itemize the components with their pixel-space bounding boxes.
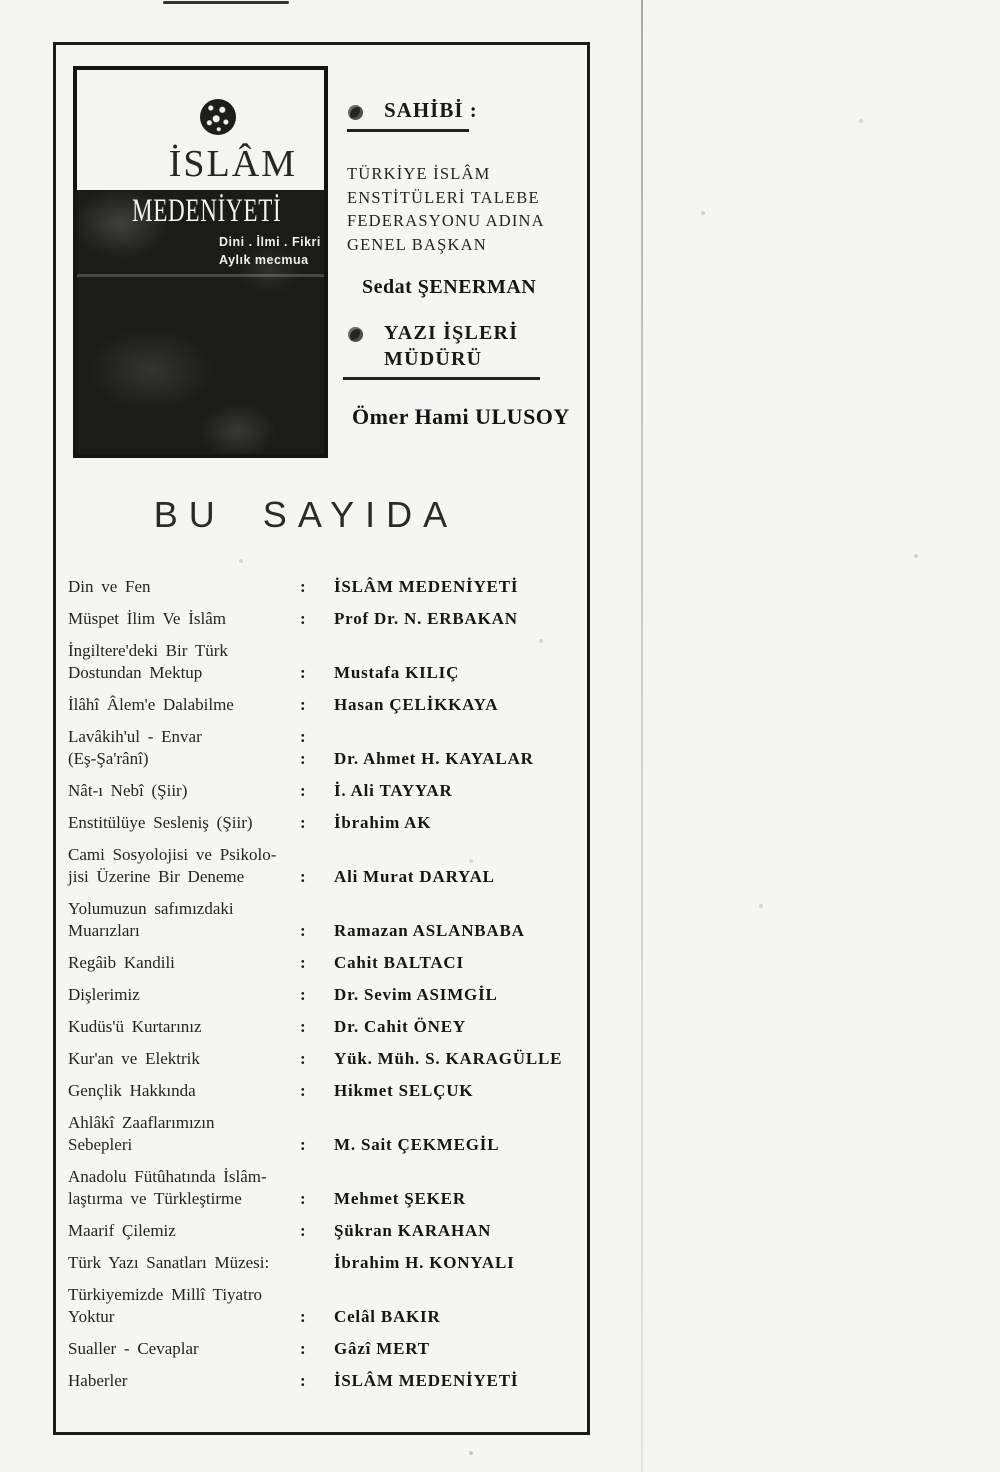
toc-entry: [68, 952, 573, 974]
owner-heading-rule: [347, 129, 469, 132]
owner-name: Sedat ŞENERMAN: [362, 276, 537, 298]
toc-entry-author: Gâzî MERT: [334, 1339, 430, 1358]
toc-entry-author: İbrahim H. KONYALI: [334, 1253, 515, 1272]
toc-entry: [68, 812, 573, 834]
toc-entry-author: Cahit BALTACI: [334, 953, 464, 972]
toc-entry-colon: :: [300, 727, 306, 746]
cover-subtitle-line2: Aylık mecmua: [219, 253, 309, 267]
owner-org-line: ENSTİTÜLERİ TALEBE: [347, 187, 540, 207]
toc-entry-author: Hasan ÇELİKKAYA: [334, 695, 499, 714]
toc-entry: [68, 576, 573, 598]
owner-org-line: TÜRKİYE İSLÂM: [347, 164, 491, 183]
toc-entry-title: Gençlik Hakkında: [68, 1081, 196, 1100]
toc-entry-title: Kur'an ve Elektrik: [68, 1049, 200, 1068]
toc-entry: [68, 1112, 573, 1156]
toc-entry-colon: :: [300, 1189, 306, 1208]
toc-entry-author: Mustafa KILIÇ: [334, 663, 460, 682]
toc-entry-title: jisi Üzerine Bir Deneme: [68, 867, 245, 886]
toc-entry-colon: :: [300, 1339, 306, 1358]
toc-entry-colon: :: [300, 1221, 306, 1240]
toc-entry-author: İSLÂM MEDENİYETİ: [334, 1371, 519, 1390]
toc-entry-colon: :: [300, 813, 306, 832]
toc-entry-title: Haberler: [68, 1371, 128, 1390]
toc-entry-colon: :: [300, 663, 306, 682]
toc-entry-title: Din ve Fen: [68, 577, 151, 596]
toc-entry-title: İlâhî Âlem'e Dalabilme: [68, 695, 234, 714]
toc-entry-author: Dr. Cahit ÖNEY: [334, 1017, 466, 1036]
scan-artifact-streak: [163, 1, 289, 4]
toc-entry-author: Şükran KARAHAN: [334, 1221, 492, 1240]
contents-list: [68, 576, 573, 1402]
toc-entry-title: Maarif Çilemiz: [68, 1221, 176, 1240]
toc-entry-colon: :: [300, 953, 306, 972]
toc-entry-author: İbrahim AK: [334, 813, 432, 832]
rosette-seal-icon: [200, 99, 236, 135]
toc-entry: [68, 1370, 573, 1392]
toc-entry-title: (Eş-Şa'rânî): [68, 749, 149, 768]
toc-entry: [68, 640, 573, 684]
toc-entry-colon: :: [300, 749, 306, 768]
toc-entry-colon: :: [300, 695, 306, 714]
toc-entry: [68, 1338, 573, 1360]
toc-entry-title: Türk Yazı Sanatları Müzesi:: [68, 1253, 270, 1272]
owner-organization: [347, 162, 545, 256]
toc-entry-title: Müspet İlim Ve İslâm: [68, 609, 226, 628]
toc-entry-author: Prof Dr. N. ERBAKAN: [334, 609, 518, 628]
magazine-cover-thumbnail: [73, 66, 328, 458]
toc-entry: [68, 1284, 573, 1328]
toc-entry-colon: :: [300, 1371, 306, 1390]
toc-entry-colon: :: [300, 921, 306, 940]
toc-entry-title: Muarızları: [68, 921, 140, 940]
cover-scan-streak: [77, 274, 324, 277]
toc-entry: [68, 844, 573, 888]
toc-entry-author: İ. Ali TAYYAR: [334, 781, 453, 800]
owner-bullet-icon: [348, 105, 363, 120]
toc-entry-colon: :: [300, 985, 306, 1004]
toc-entry-title: Kudüs'ü Kurtarınız: [68, 1017, 202, 1036]
toc-entry-title: Enstitülüye Sesleniş (Şiir): [68, 813, 253, 832]
editor-heading-rule: [343, 377, 540, 380]
editor-name: Ömer Hami ULUSOY: [352, 404, 570, 429]
toc-entry: [68, 1220, 573, 1242]
toc-entry-title: Dişlerimiz: [68, 985, 140, 1004]
toc-entry-colon: :: [300, 1049, 306, 1068]
cover-title-line2: MEDENİYETİ: [132, 193, 282, 229]
editor-heading-line2: MÜDÜRÜ: [384, 348, 483, 370]
toc-entry-title: Türkiyemizde Millî Tiyatro: [68, 1285, 262, 1304]
toc-entry-title: Yoktur: [68, 1307, 115, 1326]
toc-entry-author: Ramazan ASLANBABA: [334, 921, 525, 940]
toc-entry: [68, 726, 573, 770]
toc-entry-author: Dr. Ahmet H. KAYALAR: [334, 749, 534, 768]
toc-entry-title: İngiltere'deki Bir Türk: [68, 641, 228, 660]
toc-entry: [68, 608, 573, 630]
toc-entry: [68, 1252, 573, 1274]
toc-entry-author: Ali Murat DARYAL: [334, 867, 495, 886]
toc-entry-title: Dostundan Mektup: [68, 663, 203, 682]
toc-entry-title: Sualler - Cevaplar: [68, 1339, 199, 1358]
page-fold-line: [641, 0, 643, 1472]
toc-entry-title: Regâib Kandili: [68, 953, 175, 972]
toc-entry-author: Mehmet ŞEKER: [334, 1189, 466, 1208]
toc-entry: [68, 1080, 573, 1102]
toc-entry-author: Yük. Müh. S. KARAGÜLLE: [334, 1049, 563, 1068]
toc-entry-colon: :: [300, 781, 306, 800]
toc-entry: [68, 780, 573, 802]
editor-heading-line1: YAZI İŞLERİ: [384, 322, 519, 344]
cover-subtitle-line1: Dini . İlmi . Fikri: [219, 235, 321, 249]
toc-entry-author: Hikmet SELÇUK: [334, 1081, 474, 1100]
toc-entry: [68, 1016, 573, 1038]
toc-entry-author: Celâl BAKIR: [334, 1307, 441, 1326]
editor-bullet-icon: [348, 327, 363, 342]
owner-org-line: FEDERASYONU ADINA: [347, 211, 545, 230]
contents-section-heading: BU SAYIDA: [153, 494, 459, 535]
paper-speck-noise: [0, 0, 2, 2]
toc-entry: [68, 898, 573, 942]
toc-entry-author: Dr. Sevim ASIMGİL: [334, 985, 498, 1004]
owner-org-line: GENEL BAŞKAN: [347, 234, 487, 254]
toc-entry-title: laştırma ve Türkleştirme: [68, 1189, 242, 1208]
toc-entry: [68, 694, 573, 716]
toc-entry: [68, 1166, 573, 1210]
toc-entry-title: Anadolu Fütûhatında İslâm-: [68, 1167, 267, 1186]
toc-entry-author: M. Sait ÇEKMEGİL: [334, 1135, 500, 1154]
toc-entry-colon: :: [300, 577, 306, 596]
toc-entry-title: Sebepleri: [68, 1135, 133, 1154]
toc-entry: [68, 984, 573, 1006]
toc-entry: [68, 1048, 573, 1070]
toc-entry-colon: :: [300, 867, 306, 886]
toc-entry-author: İSLÂM MEDENİYETİ: [334, 577, 519, 596]
toc-entry-colon: :: [300, 1135, 306, 1154]
cover-title-line1: İSLÂM: [168, 143, 297, 185]
toc-entry-colon: :: [300, 609, 306, 628]
owner-heading: SAHİBİ :: [384, 98, 478, 122]
toc-entry-colon: :: [300, 1307, 306, 1326]
toc-entry-title: Ahlâkî Zaaflarımızın: [68, 1113, 215, 1132]
toc-entry-title: Cami Sosyolojisi ve Psikolo-: [68, 845, 277, 864]
toc-entry-colon: :: [300, 1017, 306, 1036]
toc-entry-colon: :: [300, 1081, 306, 1100]
toc-entry-title: Nât-ı Nebî (Şiir): [68, 781, 188, 800]
toc-entry-title: Yolumuzun safımızdaki: [68, 899, 234, 918]
toc-entry-title: Lavâkih'ul - Envar: [68, 727, 202, 746]
